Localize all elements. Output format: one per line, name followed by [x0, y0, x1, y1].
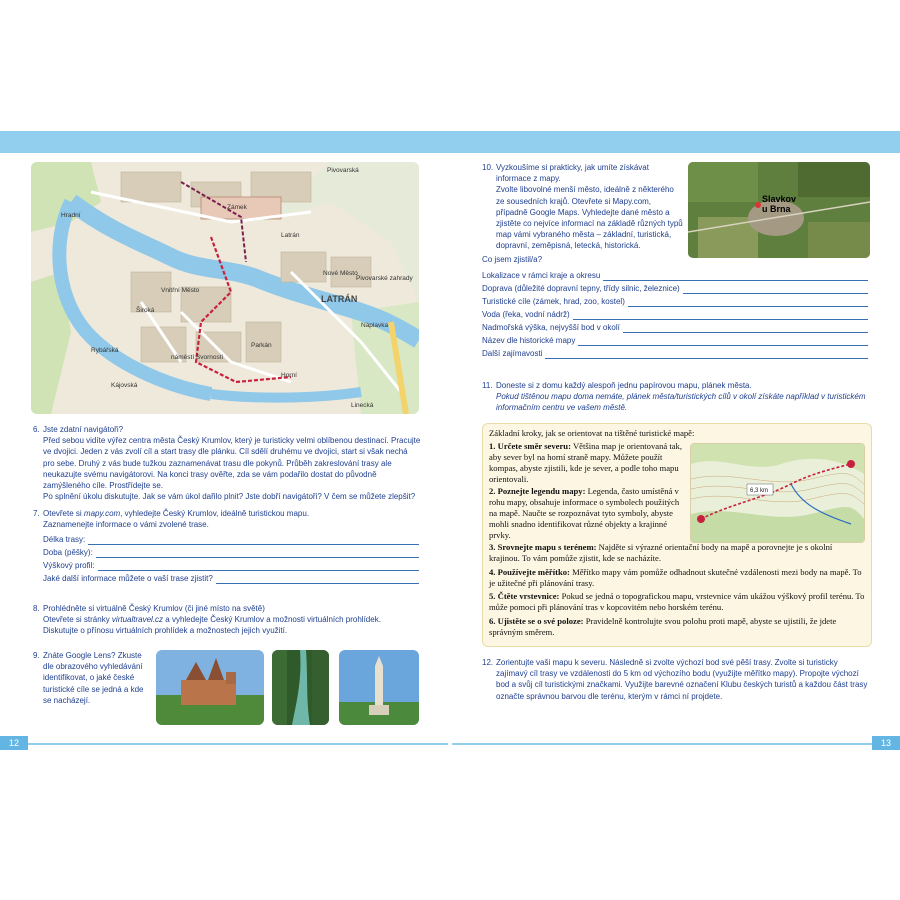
answer-field-profile[interactable] [43, 558, 419, 571]
field-label: Název dle historické mapy [482, 336, 576, 345]
step-number: 2. [489, 486, 496, 496]
step-number: 3. [489, 542, 496, 552]
city-map-cesky-krumlov [31, 162, 419, 414]
text: , vyhledejte Český Krumlov, ideálně turistickou mapu. [120, 509, 310, 518]
field-label: Turistické cíle (zámek, hrad, zoo, kostel) [482, 297, 625, 306]
step-title: Poznejte legendu mapy: [497, 486, 586, 496]
text: Otevřete si stránky [43, 615, 112, 625]
question-7 [33, 508, 421, 584]
answer-field-transport[interactable] [482, 281, 868, 294]
step-1 [489, 441, 689, 485]
lookout-tower-photo [339, 650, 419, 725]
answer-field-altitude[interactable] [482, 320, 868, 333]
field-label: Doprava (důležité dopravní tepny, třídy silnic, železnice) [482, 284, 680, 293]
step-2 [489, 486, 689, 541]
answer-field-duration[interactable] [43, 545, 419, 558]
step-title: Ujistěte se o své poloze: [497, 616, 584, 626]
question-11 [482, 380, 870, 414]
text: a vyhledejte Český Krumlov a možnosti virtuálních prohlídek. [163, 615, 381, 625]
map-label: LATRÁN [321, 294, 358, 304]
step-text: Pravidelně kontrolujte svou polohu proti mapě, abyste se ujistili, že jdete správným směrem. [489, 616, 837, 637]
field-label: Jaké další informace můžete o vaší trase zjistit? [43, 574, 213, 584]
map-label: Pivovarská [327, 167, 359, 174]
question-text: Zaznamenejte informace o vámi zvolené trase. [43, 520, 209, 530]
question-title: Prohlédněte si virtuálně Český Krumlov (či jiné místo na světě) [43, 604, 265, 613]
page-number-left: 12 [0, 736, 28, 750]
question-number: 11. [482, 381, 493, 390]
question-text: Znáte Google Lens? Zkuste dle obrazového vyhledávání identifikovat, o jaké české turistické cíle se jedná a kde se nacházejí. [43, 651, 144, 705]
tourist-map-illustration [690, 443, 865, 543]
answer-field-tourist[interactable] [482, 294, 868, 307]
aerial-map-slavkov [688, 162, 870, 258]
map-label: Kájovská [111, 382, 138, 389]
step-5 [489, 591, 865, 613]
step-number: 6. [489, 616, 496, 626]
topo-distance-label: 6,3 km [750, 488, 769, 494]
map-label: Zámek [227, 204, 247, 211]
question-number: 6. [33, 425, 40, 434]
answer-field-other[interactable] [482, 346, 868, 359]
question-title: Doneste si z domu každý alespoň jednu papírovou mapu, plánek města. [496, 381, 752, 390]
question-10-fields [482, 254, 870, 359]
step-text: Pokud se jedná o topografickou mapu, vrstevnice vám ukážou výškový profil terénu. To může pomoci při plánování tras v kopcovitém nebo horském terénu. [489, 591, 865, 612]
map-label: Rybářská [91, 347, 119, 354]
step-text: Najděte si výrazné orientační body na mapě a porovnejte je s okolní krajinou. To vám pomůže zjistit, kde se nacházíte. [489, 542, 833, 563]
map-label: Pivovarské zahrady [356, 275, 413, 282]
field-label: Délka trasy: [43, 535, 86, 545]
link-text: virtualtravel.cz [111, 615, 164, 625]
step-title: Čtěte vrstevnice: [497, 591, 560, 601]
step-4 [489, 567, 865, 589]
question-number: 10. [482, 163, 494, 172]
field-label: Výškový profil: [43, 561, 95, 571]
map-label: Latrán [281, 232, 300, 239]
step-3 [489, 542, 865, 564]
step-number: 4. [489, 567, 496, 577]
question-8 [33, 603, 421, 637]
step-title: Srovnejte mapu s terénem: [497, 542, 597, 552]
box-header: Základní kroky, jak se orientovat na tištěné turistické mapě: [489, 428, 695, 438]
step-number: 5. [489, 591, 496, 601]
question-text: Zvolte libovolné menší město, ideálně z některého ze sousedních krajů. Otevřete si Mapy.com, případně Google Maps. Vyhledejte dané město a zjistěte co nejvíce informací na základě různých typů map vámi vybraného města – základní, turistická, dopravní, zeměpisná, letecká, historická. [496, 185, 683, 251]
question-number: 8. [33, 604, 40, 613]
step-title: Určete směr severu: [497, 441, 571, 451]
field-label: Další zajímavosti [482, 349, 543, 358]
map-label: Náplavka [361, 322, 389, 329]
aerial-label: u Brna [762, 204, 791, 214]
subhead: Co jsem zjistil/a? [482, 255, 543, 264]
step-6 [489, 616, 865, 638]
step-text: Většina map je orientovaná tak, aby sever byl na horní straně mapy. Můžete použít kompas, abyste zjistili, kde je sever, a podle toho mapu orientovali. [489, 441, 682, 484]
map-label: Horní [281, 372, 297, 379]
map-label: Široká [136, 307, 155, 314]
answer-field-historic[interactable] [482, 333, 868, 346]
question-title: Jste zdatní navigátoři? [43, 425, 124, 434]
page-number-right: 13 [872, 736, 900, 750]
question-12 [482, 657, 870, 702]
footer-rule-right [452, 743, 872, 745]
answer-field-location[interactable] [482, 268, 868, 281]
question-discussion: Po splnění úkolu diskutujte. Jak se vám úkol dařilo plnit? Jste dobří navigátoři? V čem se můžete zlepšit? [43, 492, 416, 502]
map-label: náměstí Svornosti [171, 354, 224, 361]
field-label: Voda (řeka, vodní nádrž) [482, 310, 570, 319]
question-text: Před sebou vidíte výřez centra města Český Krumlov, který je turisticky velmi oblíbenou destinací. Pracujte ve dvojici. Jeden z vás zvolí cíl a start trasy dle plánku. Cíl sdělí druhému ve dvojici, start si však nechá pro sebe. Druhý z vás bude tužkou zaznamenávat trasu dle pokynů. Průběh zakreslování trasy ale neukazujte svému navigátorovi. Na konci trasy ověřte, zda se vám podařilo dostat do původně zamýšleného cíle. Prostřídejte se. [43, 436, 421, 491]
map-label: Nové Město [323, 270, 358, 277]
castle-photo [156, 650, 264, 725]
question-number: 7. [33, 509, 40, 518]
question-number: 9. [33, 651, 40, 660]
question-title: Vyzkoušíme si prakticky, jak umíte získávat informace z mapy. [496, 163, 649, 184]
footer-rule-left [28, 743, 448, 745]
question-hint: Pokud tištěnou mapu doma nemáte, plánek města/turistických cílů v okolí získáte například v turistickém informačním centru ve vašem městě. [496, 392, 866, 413]
question-text: Diskutujte o přínosu virtuálních prohlídek a možnostech jejich využití. [43, 626, 288, 636]
question-text: Zorientujte vaši mapu k severu. Následně si zvolte výchozí bod své pěší trasy. Zvolte si turisticky zajímavý cíl trasy ve vzdálenosti do 5 km od výchozího bodu (využijte měřítko mapy). Propojte výchozí bod a svůj cíl turistickými značkami. Využijte barevné označení Klubu českých turistů a každou část trasy označte správnou barvou dle terénu, kterým v rámci ní projdete. [496, 658, 868, 701]
text: Otevřete si [43, 509, 84, 518]
answer-field-other[interactable] [43, 571, 419, 584]
map-label: Hradní [61, 212, 81, 219]
aerial-label: Slavkov [762, 194, 797, 204]
question-10 [482, 162, 684, 252]
field-label: Nadmořská výška, nejvyšší bod v okolí [482, 323, 620, 332]
step-title: Používejte měřítko: [497, 567, 570, 577]
question-9 [33, 650, 149, 706]
answer-field-length[interactable] [43, 532, 419, 545]
question-6 [33, 424, 421, 502]
link-text: mapy.com [83, 509, 121, 518]
map-label: Parkán [251, 342, 272, 349]
map-label: Vnitřní Město [161, 287, 200, 294]
gorge-photo [272, 650, 329, 725]
question-number: 12. [482, 658, 494, 667]
field-label: Lokalizace v rámci kraje a okresu [482, 271, 601, 280]
field-label: Doba (pěšky): [43, 548, 93, 558]
answer-field-water[interactable] [482, 307, 868, 320]
top-color-band [0, 131, 900, 153]
step-text: Legenda, často umístěná v rohu mapy, obsahuje informace o symbolech použitých na mapě. Naučte se rozpoznávat tyto symboly, abyste mohli snadno identifikovat různé objekty a krajinné prvky. [489, 486, 680, 540]
step-text: Měřítko mapy vám pomůže odhadnout skutečné vzdálenosti mezi body na mapě. To je užitečné při plánování trasy. [489, 567, 862, 588]
step-number: 1. [489, 441, 496, 451]
map-label: Linecká [351, 402, 374, 409]
